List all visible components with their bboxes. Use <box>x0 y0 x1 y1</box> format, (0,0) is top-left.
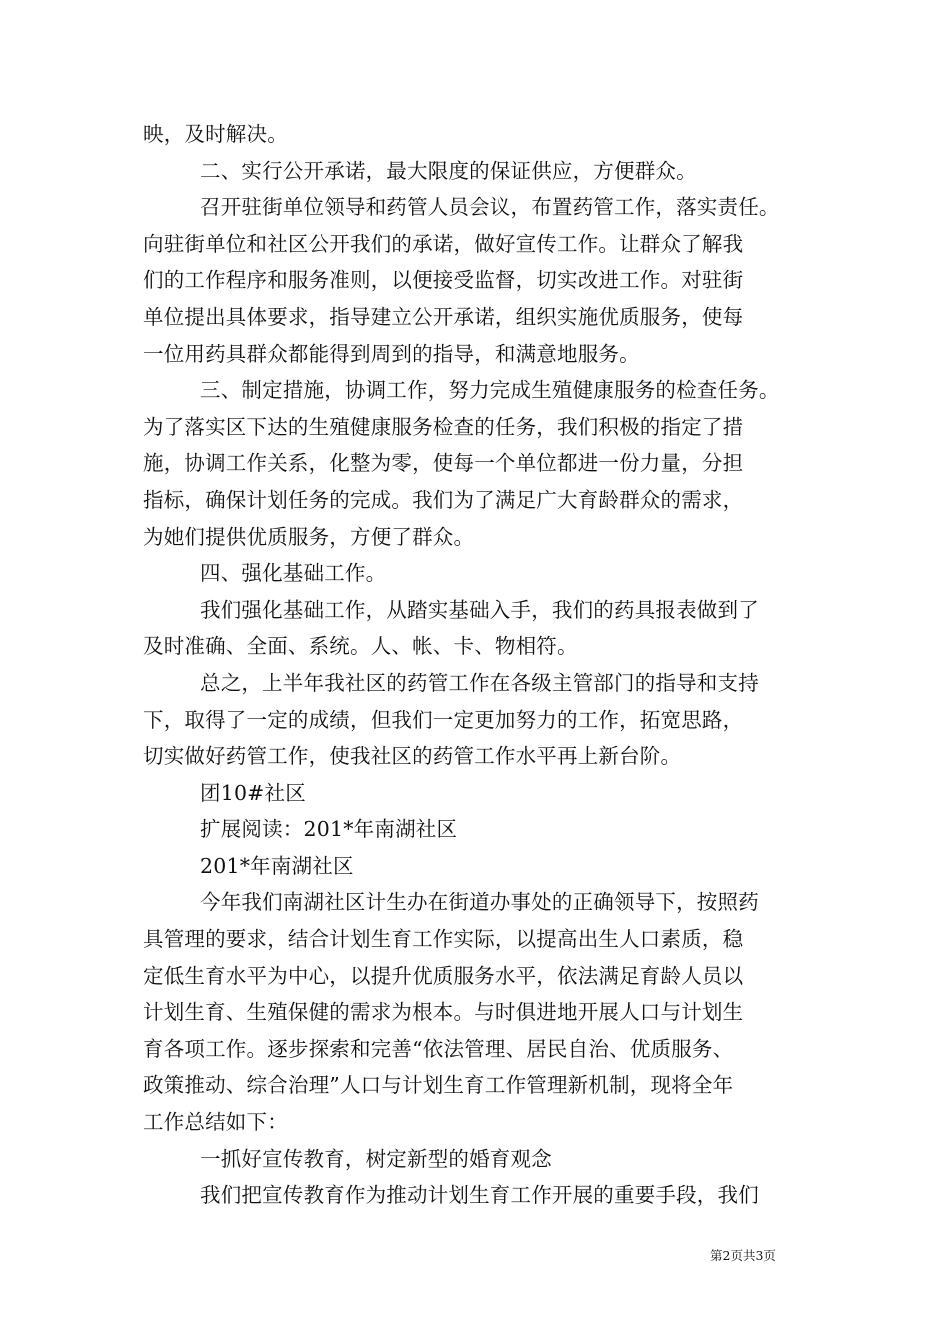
text-line: 施，协调工作关系，化整为零，使每一个单位都进一份力量，分担 <box>143 451 744 476</box>
text-line: 们的工作程序和服务准则，以便接受监督，切实改进工作。对驻街 <box>143 268 744 293</box>
page-number-footer: 第2页共3页 <box>710 1248 776 1263</box>
text-line: 定低生育水平为中心，以提升优质服务水平，依法满足育龄人员以 <box>143 963 744 988</box>
text-line: 扩展阅读：201*年南湖社区 <box>200 817 458 842</box>
text-line: 今年我们南湖社区计生办在街道办事处的正确领导下，按照药 <box>200 890 759 915</box>
text-line: 四、强化基础工作。 <box>200 561 387 586</box>
text-line: 及时准确、全面、系统。人、帐、卡、物相符。 <box>143 634 578 659</box>
text-line: 政策推动、综合治理”人口与计划生育工作管理新机制，现将全年 <box>143 1073 734 1098</box>
text-line: 切实做好药管工作，使我社区的药管工作水平再上新台阶。 <box>143 744 682 769</box>
text-line: 二、实行公开承诺，最大限度的保证供应，方便群众。 <box>200 158 697 183</box>
text-line: 工作总结如下： <box>143 1110 288 1135</box>
text-line: 育各项工作。逐步探索和完善“依法管理、居民自治、优质服务、 <box>143 1036 734 1061</box>
text-line: 为了落实区下达的生殖健康服务检查的任务，我们积极的指定了措 <box>143 414 744 439</box>
text-line: 我们把宣传教育作为推动计划生育工作开展的重要手段，我们 <box>200 1183 759 1208</box>
text-line: 总之，上半年我社区的药管工作在各级主管部门的指导和支持 <box>200 670 759 695</box>
text-line: 向驻街单位和社区公开我们的承诺，做好宣传工作。让群众了解我 <box>143 231 744 256</box>
text-line: 201*年南湖社区 <box>200 853 354 878</box>
text-line: 单位提出具体要求，指导建立公开承诺，组织实施优质服务，使每 <box>143 304 744 329</box>
text-line: 召开驻街单位领导和药管人员会议，布置药管工作，落实责任。 <box>200 195 780 220</box>
text-line: 为她们提供优质服务，方便了群众。 <box>143 524 475 549</box>
text-line: 一位用药具群众都能得到周到的指导，和满意地服务。 <box>143 341 640 366</box>
text-line: 映，及时解决。 <box>143 122 288 146</box>
text-line: 下，取得了一定的成绩，但我们一定更加努力的工作，拓宽思路， <box>143 707 744 732</box>
text-line: 三、制定措施，协调工作，努力完成生殖健康服务的检查任务。 <box>200 378 780 403</box>
text-line: 指标，确保计划任务的完成。我们为了满足广大育龄群众的需求， <box>143 487 744 512</box>
text-line: 团10#社区 <box>200 780 306 805</box>
text-line: 一抓好宣传教育，树定新型的婚育观念 <box>200 1146 552 1171</box>
document-body <box>143 116 823 1214</box>
text-line: 具管理的要求，结合计划生育工作实际，以提高出生人口素质，稳 <box>143 927 744 952</box>
text-line: 计划生育、生殖保健的需求为根本。与时俱进地开展人口与计划生 <box>143 1000 744 1025</box>
text-line: 我们强化基础工作，从踏实基础入手，我们的药具报表做到了 <box>200 597 759 622</box>
